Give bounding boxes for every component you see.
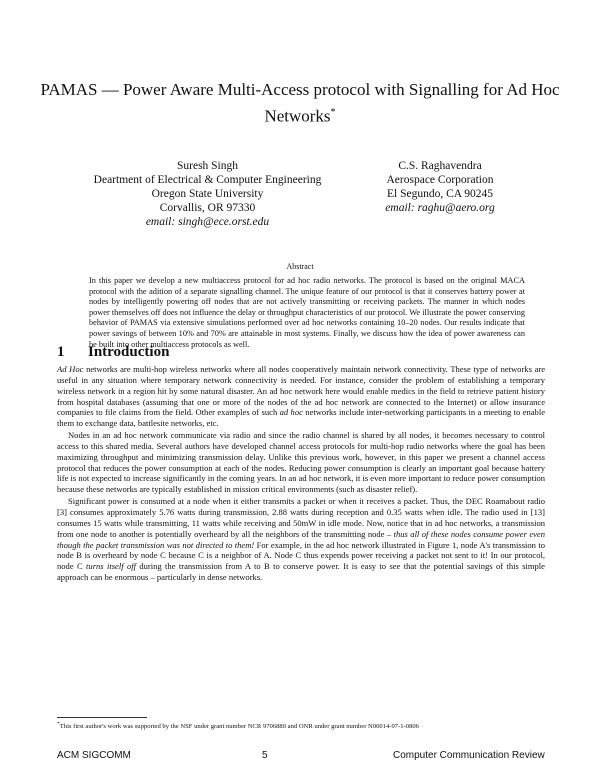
author-affiliation: Deartment of Electrical & Computer Engineering [93,174,322,186]
footnote-rule [57,717,147,718]
paragraph-1-text: networks are multi-hop wireless networks where all nodes cooperatively maintain network connectivity. These type of networks are useful in any situation where temporary network connectivity is needed. For instance, consider the problem of establishing a temporary wireless network in a region hit by some natural disaster. An ad hoc network here would enable medics in the field to retrieve patient history from hospital databases (assuming that one or more of the nodes of the ad hoc network are connected to the Internet) or allow insurance companies to file claims from the field. Other examples of such [57,364,546,418]
author-block-1 [85,159,330,229]
paragraph-3-part-c: during the transmission from A to B to conserve power. It is easy to see that the potential savings of this simple approach can be enormous – particularly in dense networks. [57,561,545,583]
author-email-address[interactable]: raghu@aero.org [417,202,495,214]
paragraph-1-em2: ad hoc [279,407,303,418]
author-institution: Oregon State University [151,188,264,200]
paper-title [40,78,560,128]
author-affiliation: Aerospace Corporation [386,174,494,186]
section-number: 1 [57,344,65,360]
section-title: Introduction [88,344,170,360]
footnote-text: This first author's work was supported by the NSF under grant number NCR 9706880 and ONR under grant number N00014-97-1-0806 [59,723,419,731]
author-location: El Segundo, CA 90245 [386,188,494,200]
paragraph-3-em2: turns itself off [86,561,136,572]
footer-venue: ACM SIGCOMM [57,750,131,761]
author-name: Suresh Singh [176,160,239,172]
author-location: Corvallis, OR 97330 [159,202,256,214]
author-block-2 [355,159,525,215]
author-email-address[interactable]: singh@ece.orst.edu [178,216,270,228]
title-footnote-mark: * [330,107,336,118]
section-body [57,364,545,584]
paragraph-2: Nodes in an ad hoc network communicate via radio and since the radio channel is shared by all nodes, it becomes necessary to control access to this shared media. Several authors have developed channel access protocols for multi-hop radio networks where the goal has been maximizing throughput and minimizing transmission delay. Unlike this previous work, however, in this paper we present a channel access protocol that reduces the power consumption at each of the nodes. Reducing power consumption is clearly an important goal because battery life is not expected to increase significantly in the coming years. In an ad hoc network, it is even more important to reduce power consumption because these networks are typically established in mission critical environments (such as disaster relief). [57,430,545,495]
footnote [57,720,527,732]
section-heading [57,344,169,361]
paper-title-text: PAMAS — Power Aware Multi-Access protocol with Signalling for Ad Hoc Networks [40,80,560,126]
abstract-heading: Abstract [286,262,314,271]
author-email-label: email: [145,216,176,228]
paragraph-1-end: networks include inter-networking participants in a meeting to enable them to exchange data, battlesite networks, etc. [57,407,546,429]
abstract-text: In this paper we develop a new multiaccess protocol for ad hoc radio networks. The protocol is based on the original MACA protocol with the adition of a separate signalling channel. The unique feature of our protocol is that it conserves battery power at nodes by intelligently powering off nodes that are not actively transmitting or receiving packets. The manner in which nodes power themselves off does not influence the delay or throughput characteristics of our protocol. We illustrate the power conserving behavior of PAMAS via extensive simulations performed over ad hoc networks containing 10–20 nodes. Our results indicate that power savings of between 10% and 70% are attainable in most systems. Finally, we discuss how the idea of power awareness can be built into other multiaccess protocols as well. [89,276,525,349]
paragraph-3-part-b: For example, in the ad hoc network illustrated in Figure 1, node A's transmission to node B is overheard by node C because C is a neighbor of A. Node C thus expends power receiving a packet not sent to it! In our protocol, node C [57,539,545,572]
footer-publication: Computer Communication Review [393,750,545,761]
paragraph-3-em: thus all of these nodes consume power even though the packet transmission was not directed to them! [57,528,545,550]
author-email[interactable] [355,201,525,215]
footnote-mark: * [57,721,60,727]
author-email-label: email: [385,202,415,214]
footer-page-number: 5 [262,750,268,761]
paragraph-3-part-a: Significant power is consumed at a node when it either transmits a packet or when it receives a packet. Thus, the DEC Roamabout radio [3] consumes approximately 5.76 watts during transmission, 2.88 watts during reception and 0.35 watts when idle. The radio used in [13] consumes 15 watts while transmitting, 11 watts while receiving and 50mW in idle mode. Now, notice that in ad hoc networks, a transmission from one node to another is potentially overheard by all the neighbors of the transmitting node – [57,496,545,539]
author-email[interactable] [85,215,330,229]
paragraph-1-em: Ad Hoc [57,364,84,374]
paragraph-3 [57,496,545,583]
paragraph-1 [57,364,545,429]
author-name: C.S. Raghavendra [398,160,482,172]
